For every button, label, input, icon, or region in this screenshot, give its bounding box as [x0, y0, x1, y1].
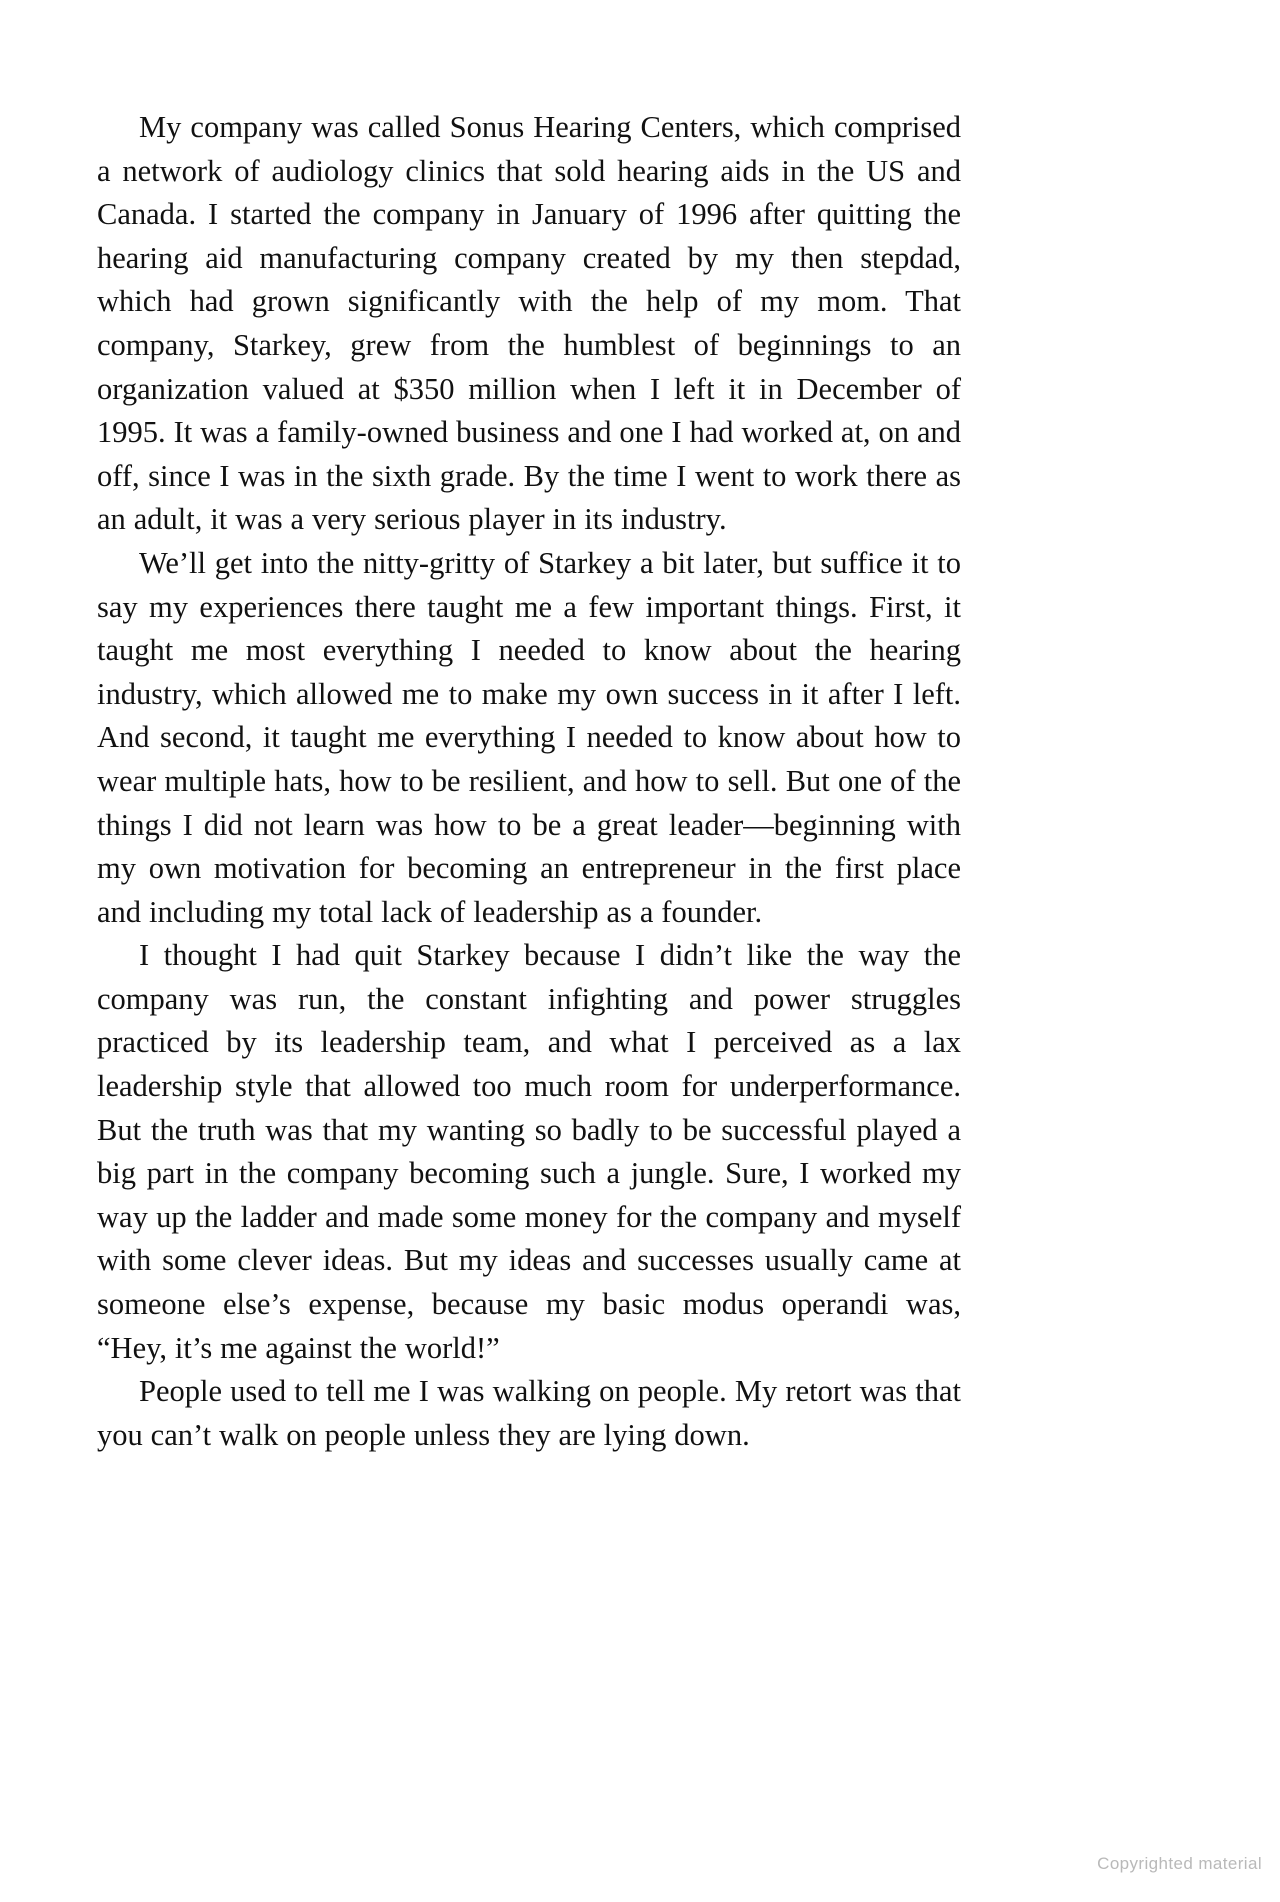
copyright-watermark: Copyrighted material [1097, 1854, 1262, 1873]
paragraph: We’ll get into the nitty-gritty of Starkey a bit later, but suffice it to say my experiences there taught me a few important things. First, it taught me most everything I needed to know about the hearing industry, which allowed me to make my own success in it after I left. And second, it taught me everything I needed to know about how to wear multiple hats, how to be resilient, and how to sell. But one of the things I did not learn was how to be a great leader—beginning with my own motivation for becoming an entrepreneur in the first place and including my total lack of leadership as a founder. [97, 545, 961, 929]
paragraph: I thought I had quit Starkey because I didn’t like the way the company was run, the constant infighting and power struggles practiced by its leadership team, and what I perceived as a lax leadership style that allowed too much room for underperformance. But the truth was that my wanting so badly to be successful played a big part in the company becoming such a jungle. Sure, I worked my way up the ladder and made some money for the company and myself with some clever ideas. But my ideas and successes usually came at someone else’s expense, because my basic modus operandi was, “Hey, it’s me against the world!” [97, 938, 961, 1365]
page-text-column [97, 106, 961, 1457]
paragraph: My company was called Sonus Hearing Centers, which comprised a network of audiology clinics that sold hearing aids in the US and Canada. I started the company in January of 1996 after quitting the hearing aid manufacturing company created by my then stepdad, which had grown significantly with the help of my mom. That company, Starkey, grew from the humblest of beginnings to an organization valued at $350 million when I left it in December of 1995. It was a family-owned business and one I had worked at, on and off, since I was in the sixth grade. By the time I went to work there as an adult, it was a very serious player in its industry. [97, 110, 961, 537]
paragraph: People used to tell me I was walking on people. My retort was that you can’t walk on people unless they are lying down. [97, 1374, 961, 1452]
